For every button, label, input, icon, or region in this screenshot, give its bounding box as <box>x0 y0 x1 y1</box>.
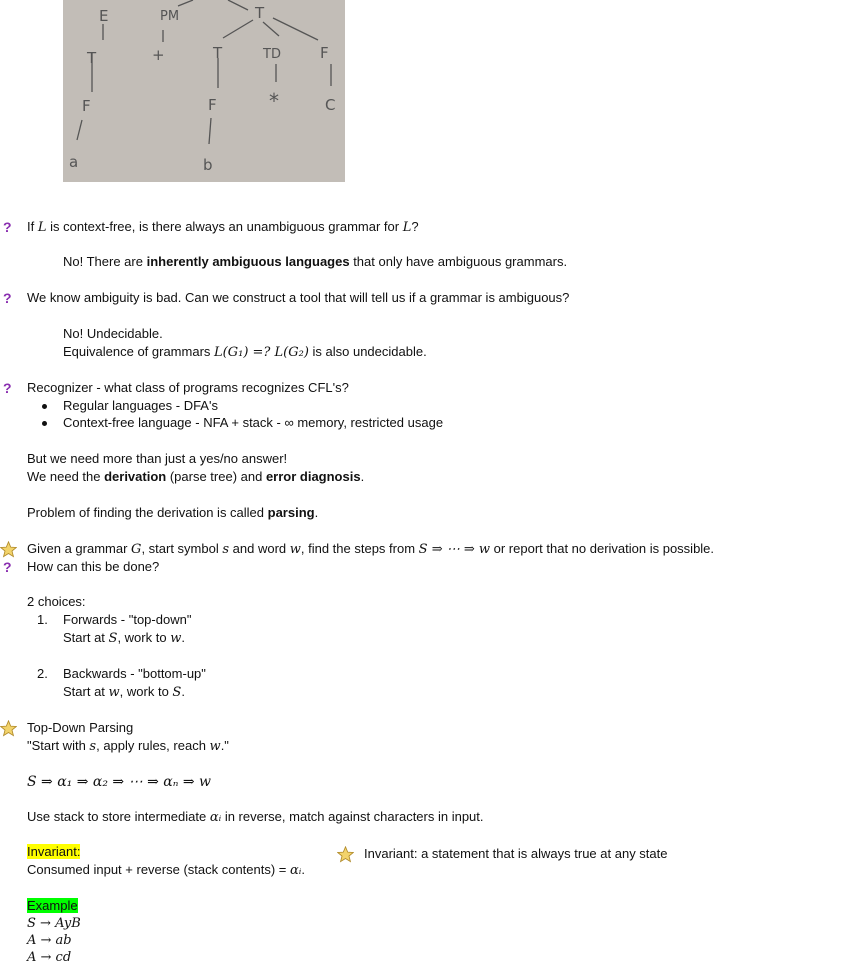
question-mark-icon: ? <box>3 219 12 235</box>
tree-node: b <box>203 156 213 174</box>
tree-node: + <box>152 46 165 64</box>
tree-node: F <box>82 97 91 115</box>
star-icon <box>0 541 17 558</box>
question-recognizer: Recognizer - what class of programs recognizes CFL's? <box>27 380 349 395</box>
list-number: 2. <box>37 666 48 681</box>
given-grammar-line: Given a grammar G, start symbol s and word w, find the steps from S ⇒ ⋯ ⇒ w or report that no derivation is possible. <box>27 541 715 557</box>
star-icon <box>0 720 17 737</box>
list-item: Regular languages - DFA's <box>63 398 218 413</box>
tree-node: C <box>325 96 336 114</box>
tree-node: T <box>213 44 223 62</box>
tree-node: T <box>255 4 265 22</box>
tree-node: a <box>69 153 79 171</box>
star-icon <box>337 846 354 863</box>
topdown-title: Top-Down Parsing <box>27 720 134 735</box>
need-derivation-line: We need the derivation (parse tree) and error diagnosis. <box>27 469 365 484</box>
parse-tree-photo <box>63 0 345 182</box>
choice-bottom-up: Backwards - "bottom-up" <box>63 666 206 681</box>
tree-node: TD <box>263 47 281 62</box>
question-mark-icon: ? <box>3 380 12 396</box>
question-ambiguity-tool: We know ambiguity is bad. Can we construct a tool that will tell us if a grammar is ambiguous? <box>27 290 570 305</box>
tree-node: PM <box>160 9 180 24</box>
invariant-body: Consumed input + reverse (stack contents) = αᵢ. <box>27 862 306 878</box>
question-how: How can this be done? <box>27 559 160 574</box>
tree-node: E <box>99 7 109 25</box>
stack-line: Use stack to store intermediate αᵢ in reverse, match against characters in input. <box>27 809 484 825</box>
tree-node: F <box>208 96 217 114</box>
derivation-sequence: S ⇒ α₁ ⇒ α₂ ⇒ ⋯ ⇒ αₙ ⇒ w <box>27 774 211 790</box>
tree-node: F <box>320 44 329 62</box>
bullet-icon <box>42 421 47 426</box>
topdown-quote: "Start with s, apply rules, reach w." <box>27 738 229 754</box>
grammar-rule: A → cd <box>27 950 72 965</box>
tree-node: * <box>269 89 279 113</box>
question-mark-icon: ? <box>3 559 12 575</box>
answer-inherently-ambiguous: No! There are inherently ambiguous languages that only have ambiguous grammars. <box>63 254 568 269</box>
bullet-icon <box>42 404 47 409</box>
choices-title: 2 choices: <box>27 594 86 609</box>
choice-top-down: Forwards - "top-down" <box>63 612 192 627</box>
list-number: 1. <box>37 612 48 627</box>
tree-node: T <box>87 49 97 67</box>
need-more-line: But we need more than just a yes/no answer! <box>27 451 288 466</box>
list-item: Context-free language - NFA + stack - ∞ memory, restricted usage <box>63 415 444 430</box>
question-unambiguous: If L is context-free, is there always an unambiguous grammar for L? <box>27 219 419 235</box>
grammar-rule: S → AyB <box>27 916 81 931</box>
problem-parsing-line: Problem of finding the derivation is called parsing. <box>27 505 319 520</box>
invariant-label: Invariant: <box>27 844 81 859</box>
choice-bottom-up-detail: Start at w, work to S. <box>63 684 185 700</box>
invariant-note: Invariant: a statement that is always true at any state <box>364 846 668 861</box>
parse-tree-sketch <box>63 0 345 182</box>
question-mark-icon: ? <box>3 290 12 306</box>
answer-equivalence: Equivalence of grammars L(G₁) =? L(G₂) is also undecidable. <box>63 344 427 360</box>
answer-undecidable: No! Undecidable. <box>63 326 163 341</box>
grammar-rule: A → ab <box>27 933 72 948</box>
example-label: Example <box>27 898 78 913</box>
choice-top-down-detail: Start at S, work to w. <box>63 630 185 646</box>
